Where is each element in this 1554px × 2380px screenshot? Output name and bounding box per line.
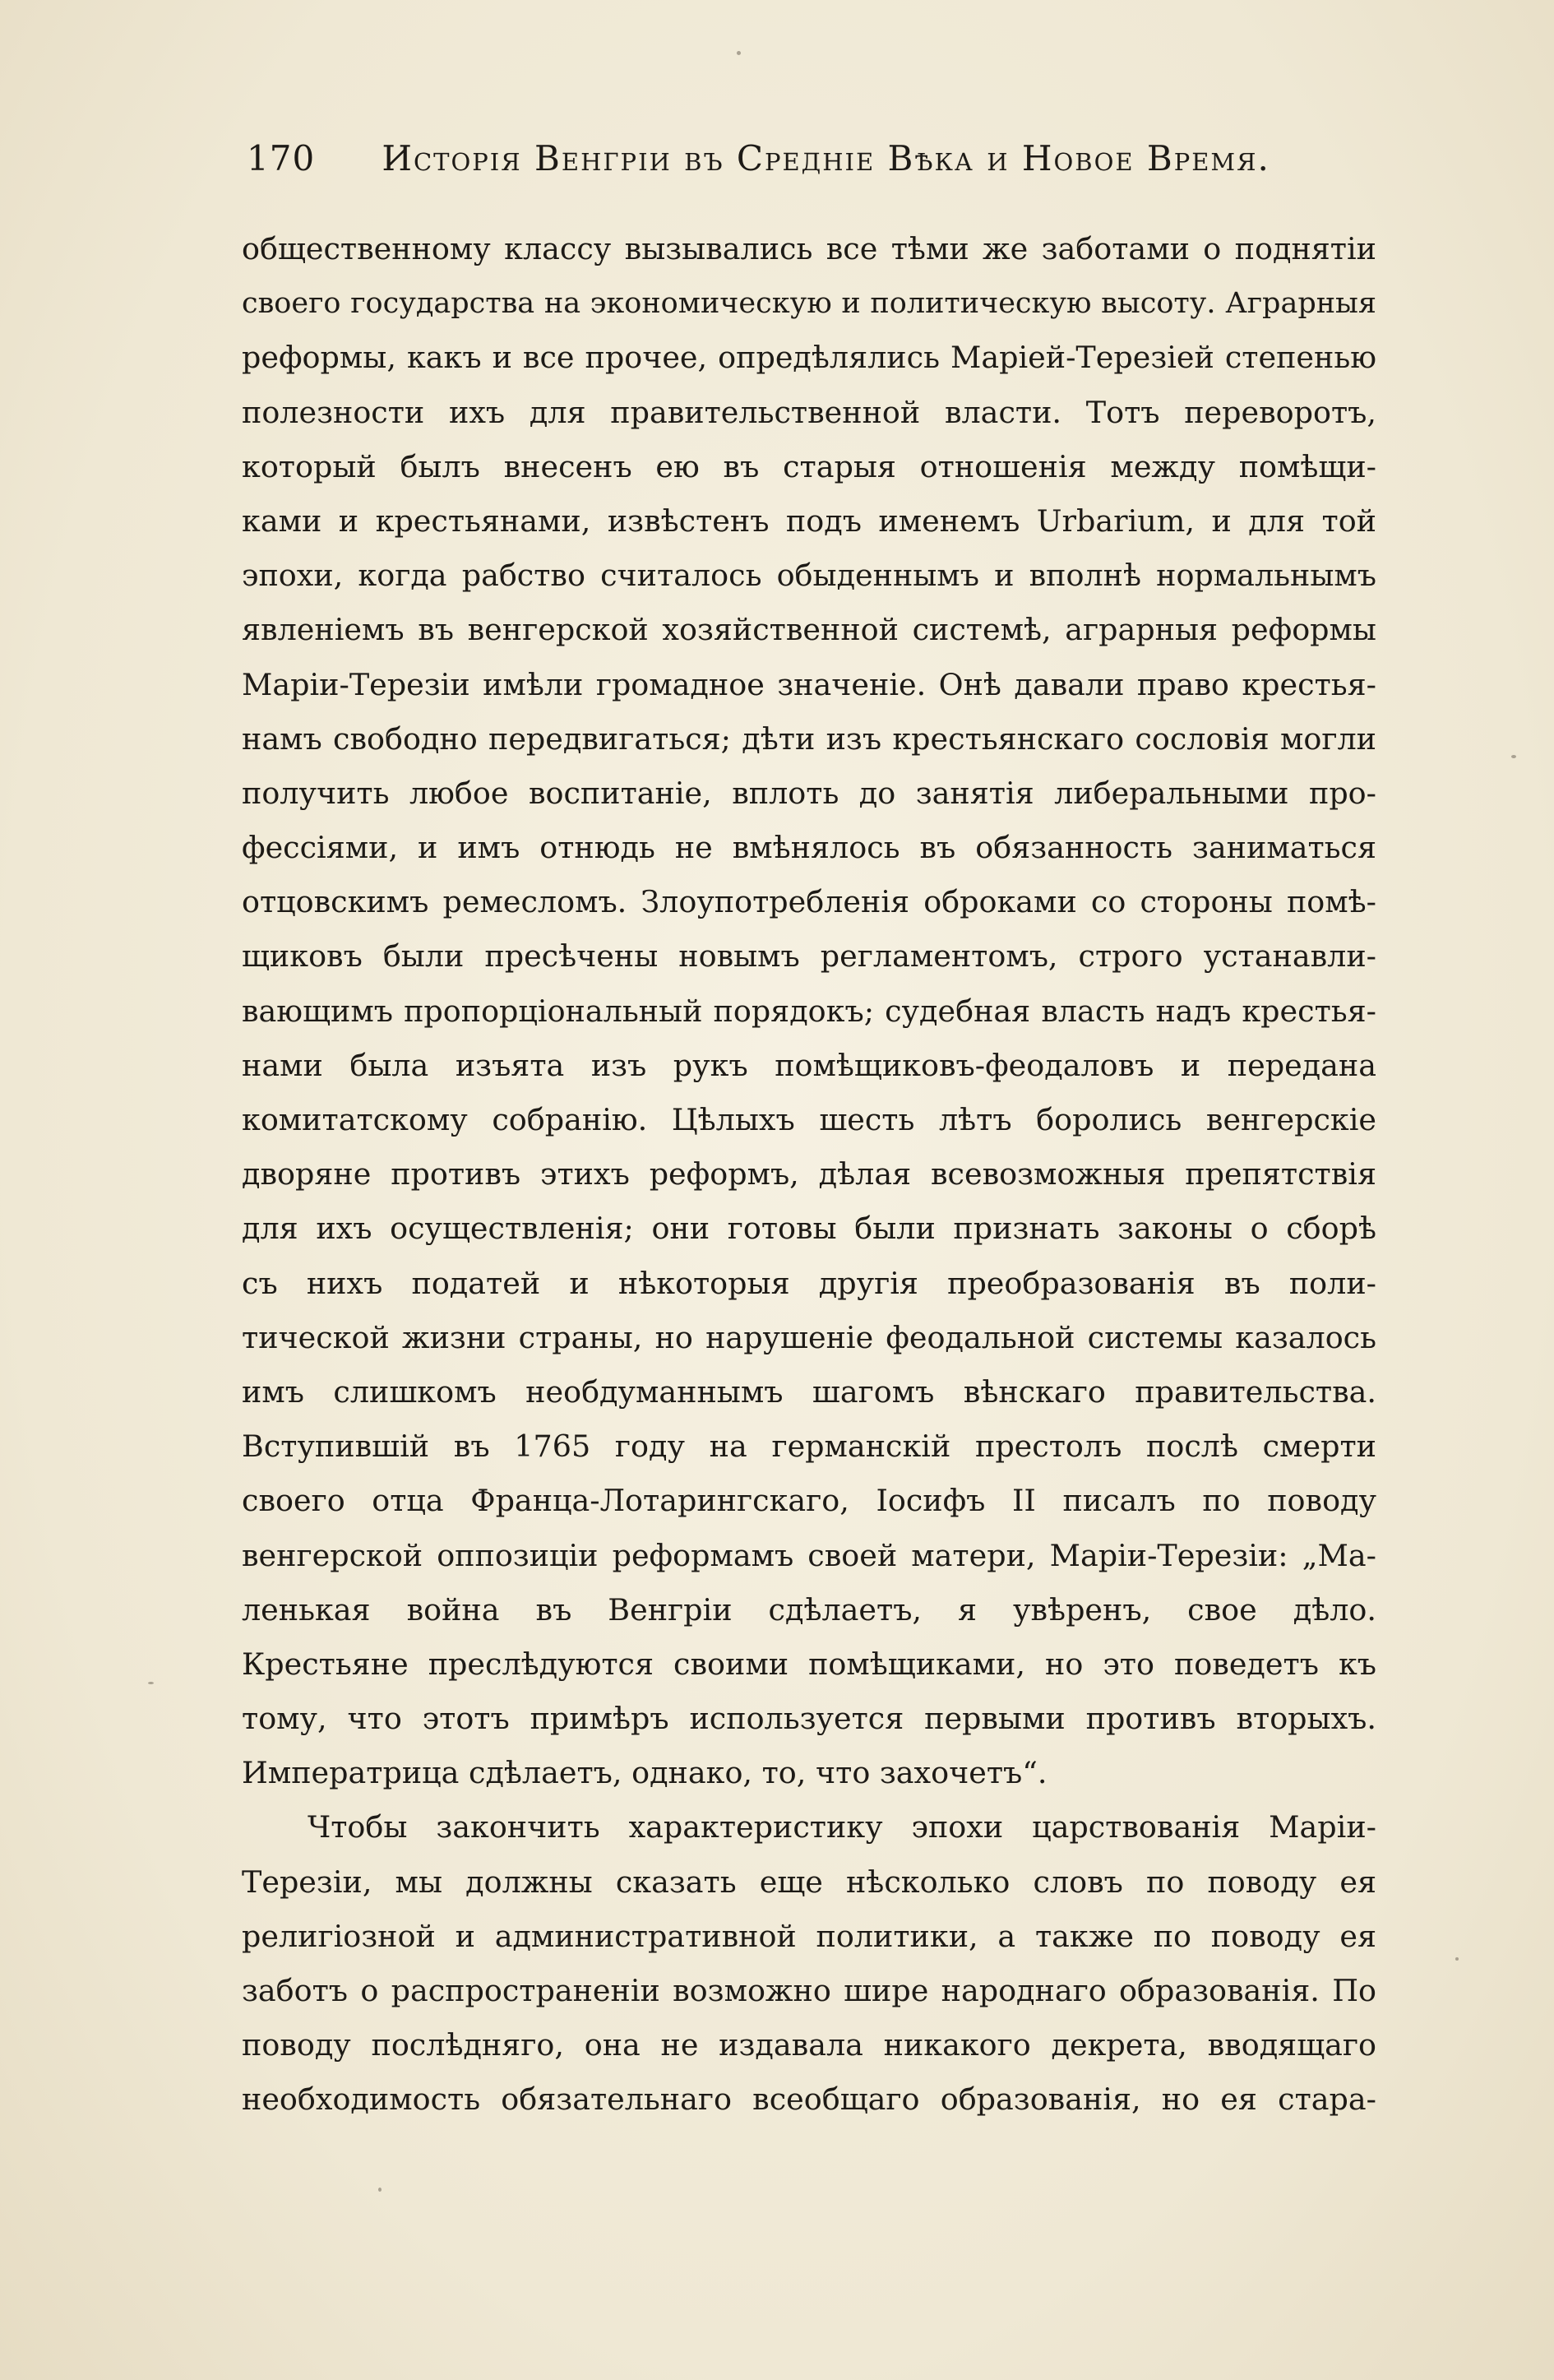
- text-line: тому, что этотъ примѣръ используется первыми противъ вторыхъ.: [242, 1701, 1376, 1737]
- text-line: получить любое воспитаніе, вплоть до занятія либеральными про-: [242, 775, 1376, 811]
- text-line: для ихъ осуществленія; они готовы были признать законы о сборѣ: [242, 1211, 1376, 1247]
- text-line: ками и крестьянами, извѣстенъ подъ именемъ Urbarium, и для той: [242, 502, 1376, 539]
- text-line: ленькая война въ Венгріи сдѣлаетъ, я увѣренъ, свое дѣло.: [242, 1591, 1376, 1628]
- text-line: религіозной и административной политики, а также по поводу ея: [242, 1918, 1376, 1954]
- text-line: поводу послѣдняго, она не издавала никакого декрета, вводящаго: [242, 2027, 1376, 2063]
- paragraph-2: [242, 1800, 1376, 2127]
- text-line: щиковъ были пресѣчены новымъ регламентомъ, строго устанавли-: [242, 938, 1376, 975]
- body-text: [242, 222, 1376, 2128]
- text-line: тической жизни страны, но нарушеніе феодальной системы казалось: [242, 1319, 1376, 1355]
- text-line: Императрица сдѣлаетъ, однако, то, что захочетъ“.: [242, 1755, 1048, 1791]
- text-line: имъ слишкомъ необдуманнымъ шагомъ вѣнскаго правительства.: [242, 1373, 1376, 1410]
- text-line: заботъ о распространеніи возможно шире народнаго образованія. По: [242, 1973, 1376, 2008]
- paper-speck: [1455, 1957, 1459, 1961]
- running-head-title: Исторія Венгріи въ Средніе Вѣка и Новое Время.: [382, 138, 1270, 178]
- text-line: своего государства на экономическую и политическую высоту. Аграрныя: [242, 287, 1376, 321]
- text-line: Крестьяне преслѣдуются своими помѣщиками, но это поведетъ къ: [242, 1646, 1376, 1682]
- text-line: намъ свободно передвигаться; дѣти изъ крестьянскаго сословія могли: [242, 720, 1376, 757]
- paper-speck: [1511, 755, 1516, 758]
- text-line: Терезіи, мы должны сказать еще нѣсколько словъ по поводу ея: [242, 1864, 1376, 1900]
- text-line: Чтобы закончить характеристику эпохи царствованія Маріи-: [308, 1809, 1376, 1845]
- text-line: нами была изъята изъ рукъ помѣщиковъ-феодаловъ и передана: [242, 1047, 1376, 1083]
- text-line: вающимъ пропорціональный порядокъ; судебная власть надъ крестья-: [242, 993, 1376, 1029]
- paper-speck: [378, 2188, 382, 2192]
- text-line: фессіями, и имъ отнюдь не вмѣнялось въ обязанность заниматься: [242, 830, 1376, 866]
- page-number: 170: [247, 138, 316, 178]
- text-line: реформы, какъ и все прочее, опредѣлялись Маріей-Терезіей степенью: [242, 340, 1376, 376]
- text-line: эпохи, когда рабство считалось обыденнымъ и вполнѣ нормальнымъ: [242, 558, 1376, 594]
- text-line: комитатскому собранію. Цѣлыхъ шесть лѣтъ боролись венгерскіе: [242, 1102, 1376, 1137]
- text-line: полезности ихъ для правительственной власти. Тотъ переворотъ,: [242, 394, 1376, 430]
- text-line: дворяне противъ этихъ реформъ, дѣлая всевозможныя препятствія: [242, 1156, 1376, 1192]
- text-line: съ нихъ податей и нѣкоторыя другія преобразованія въ поли-: [242, 1265, 1376, 1301]
- text-line: своего отца Франца-Лотарингскаго, Іосифъ II писалъ по поводу: [242, 1483, 1376, 1519]
- text-line: явленіемъ въ венгерской хозяйственной системѣ, аграрныя реформы: [242, 612, 1376, 648]
- text-line: Вступившій въ 1765 году на германскій престолъ послѣ смерти: [242, 1428, 1376, 1465]
- paragraph-1: [242, 222, 1376, 1800]
- text-line: отцовскимъ ремесломъ. Злоупотребленія оброками со стороны помѣ-: [242, 884, 1376, 920]
- text-line: Маріи-Терезіи имѣли громадное значеніе. Онѣ давали право крестья-: [242, 666, 1376, 702]
- text-line: общественному классу вызывались все тѣми же заботами о поднятіи: [242, 231, 1376, 266]
- text-line: необходимость обязательнаго всеобщаго образованія, но ея стара-: [242, 2081, 1376, 2118]
- text-line: венгерской оппозиціи реформамъ своей матери, Маріи-Терезіи: „Ма-: [242, 1537, 1376, 1573]
- paper-speck: [148, 1682, 154, 1684]
- paper-speck: [737, 51, 741, 55]
- text-line: который былъ внесенъ ею въ старыя отношенія между помѣщи-: [242, 448, 1376, 484]
- running-head: [247, 138, 1348, 178]
